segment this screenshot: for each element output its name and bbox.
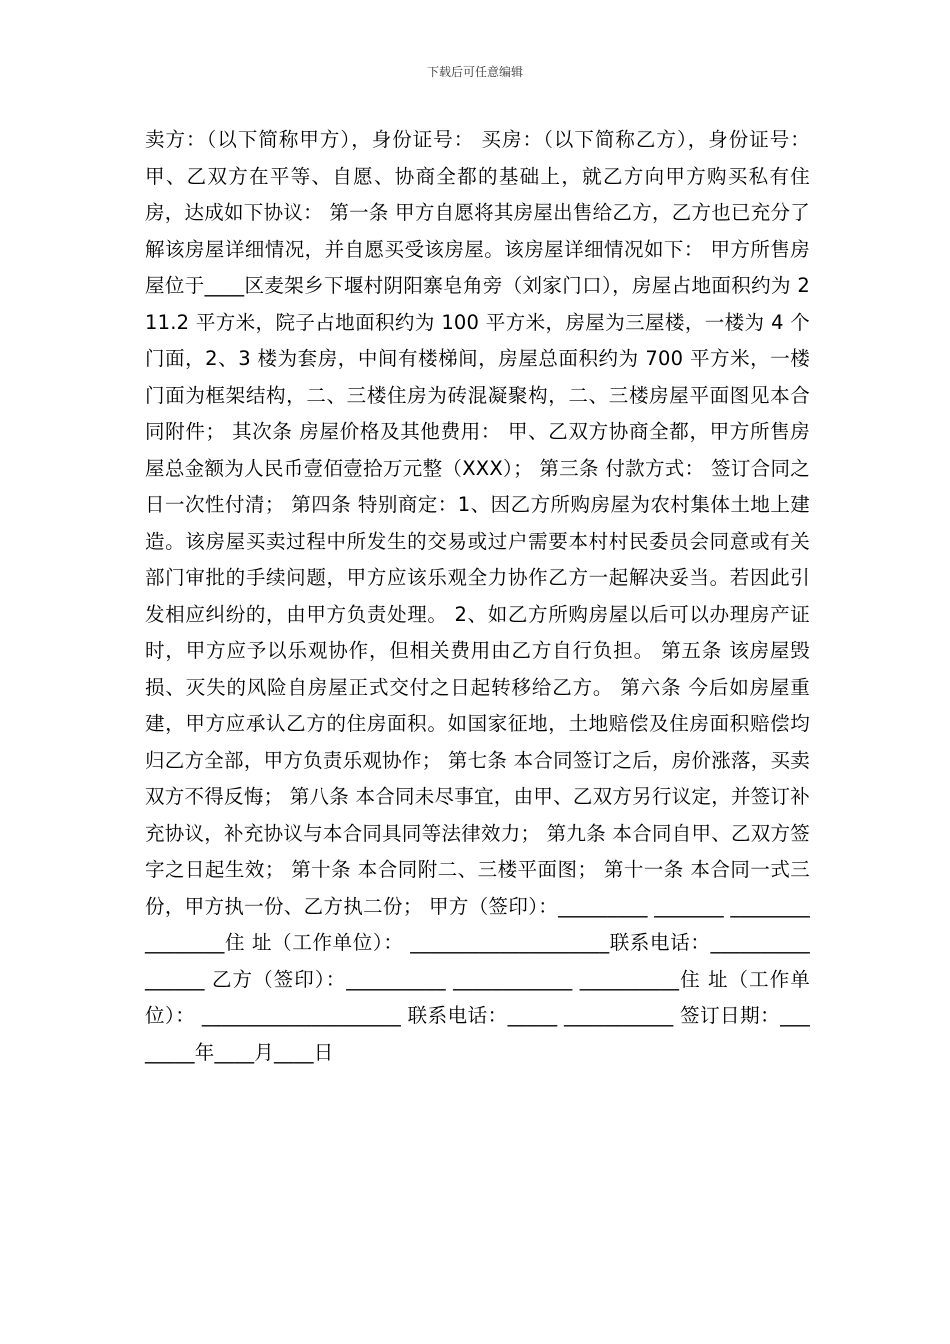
page-header: 下载后可任意编辑 (426, 65, 523, 79)
contract-body-text: 卖方：（以下简称甲方），身份证号： 买房：（以下简称乙方），身份证号： 甲、乙双方在平等、自愿、协商全都的基础上，就乙方向甲方购买私有住房，达成如下协议： 第一条 甲方自愿将其房屋出售给乙方，乙方也已充分了解该房屋详细情况，并自愿买受该房屋。该房屋详细情况如下： 甲方所售房屋位于____区麦架乡下堰村阴阳寨皂角旁（刘家门口），房屋占地面积约为 211.2 平方米，院子占地面积约为 100 平方米，房屋为三屋楼，一楼为 4 个门面，2、3 楼为套房，中间有楼梯间，房屋总面积约为 700 平方米，一楼门面为框架结构，二、三楼住房为砖混凝聚构，二、三楼房屋平面图见本合同附件； 其次条 房屋价格及其他费用： 甲、乙双方协商全都，甲方所售房屋总金额为人民币壹佰壹拾万元整（XXX）； 第三条 付款方式： 签订合同之日一次性付清； 第四条 特别商定：1、因乙方所购房屋为农村集体土地上建造。该房屋买卖过程中所发生的交易或过户需要本村村民委员会同意或有关部门审批的手续问题，甲方应该乐观全力协作乙方一起解决妥当。若因此引发相应纠纷的，由甲方负责处理。 2、如乙方所购房屋以后可以办理房产证时，甲方应予以乐观协作，但相关费用由乙方自行负担。 第五条 该房屋毁损、灭失的风险自房屋正式交付之日起转移给乙方。 第六条 今后如房屋重建，甲方应承认乙方的住房面积。如国家征地，土地赔偿及住房面积赔偿均归乙方全部，甲方负责乐观协作； 第七条 本合同签订之后，房价涨落，买卖双方不得反悔； 第八条 本合同未尽事宜，由甲、乙双方另行议定，并签订补充协议，补充协议与本合同具同等法律效力； 第九条 本合同自甲、乙双方签字之日起生效； 第十条 本合同附二、三楼平面图； 第十一条 本合同一式三份，甲方执一份、乙方执二份； 甲方（签印）：_________ _______ ________________住 址（工作单位）： ____________________联系电话：________________ 乙方（签印）：__________ ____________ __________住 址（工作单位）： ____________________ 联系电话：_____ ___________ 签订日期：________年____月____日 (145, 128, 810, 1064)
